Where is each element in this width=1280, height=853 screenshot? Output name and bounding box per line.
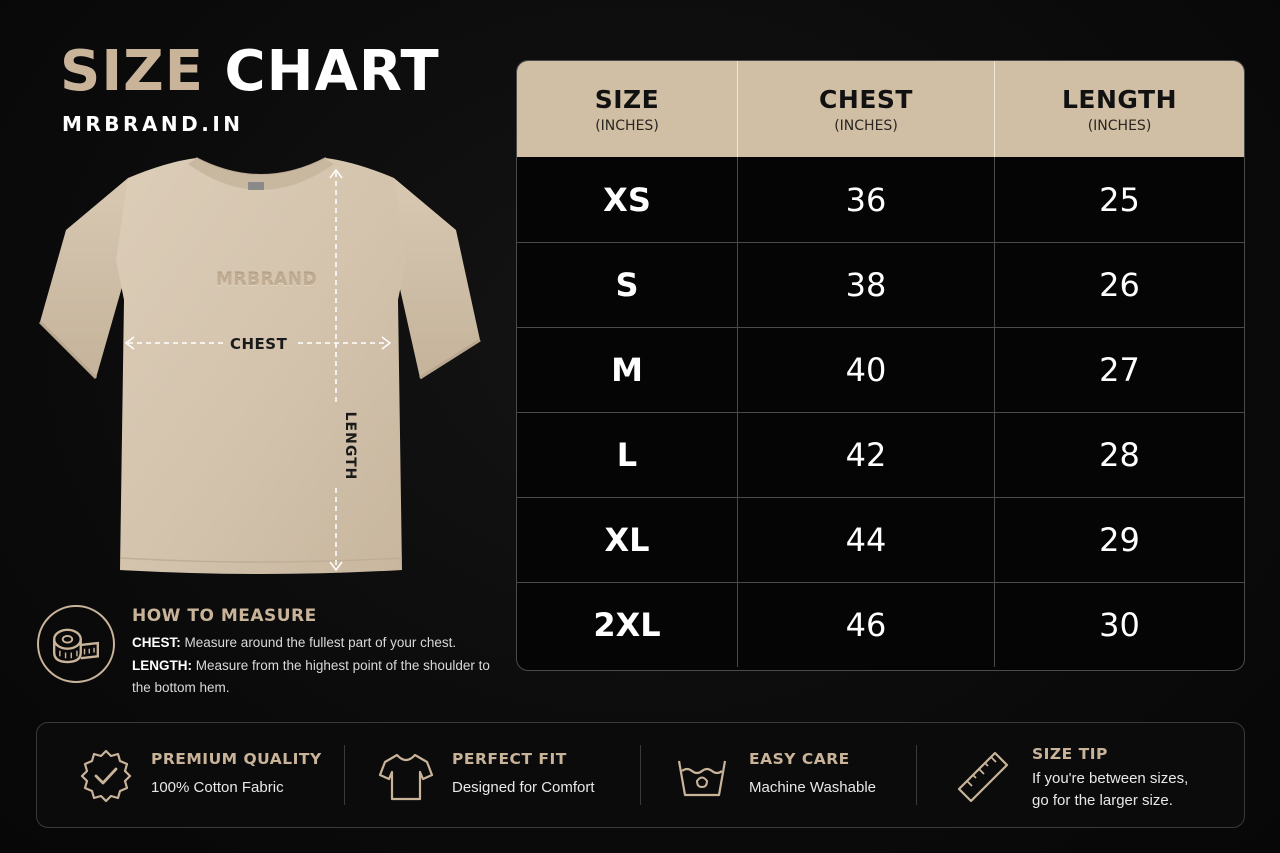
measuring-tape-icon <box>37 605 115 683</box>
tshirt-icon <box>377 747 435 805</box>
features-panel <box>36 722 1245 828</box>
column-unit: (INCHES) <box>834 117 898 134</box>
length-cell: 29 <box>1099 521 1140 559</box>
column-header-chest <box>738 61 995 157</box>
column-header-size <box>517 61 738 157</box>
chest-cell: 42 <box>738 413 995 497</box>
chest-instruction <box>132 632 512 654</box>
chest-cell: 38 <box>738 243 995 327</box>
length-cell: 26 <box>1099 266 1140 304</box>
size-cell: XS <box>517 157 738 242</box>
column-label: LENGTH <box>1062 84 1177 114</box>
feature-subtitle: Machine Washable <box>749 779 877 796</box>
quality-badge-icon <box>77 747 135 805</box>
tshirt-illustration <box>36 150 486 582</box>
chest-instruction-text: Measure around the fullest part of your chest. <box>184 635 457 650</box>
column-label: SIZE <box>594 84 660 114</box>
length-term: LENGTH: <box>132 658 192 673</box>
size-cell: S <box>517 243 738 327</box>
chest-cell: 36 <box>738 157 995 242</box>
chest-measure-label: CHEST <box>230 335 288 353</box>
feature-title: PREMIUM QUALITY <box>151 750 322 768</box>
feature-subtitle-line-2: go for the larger size. <box>1032 792 1173 809</box>
machine-wash-icon <box>673 747 731 805</box>
feature-title: PERFECT FIT <box>452 750 567 768</box>
size-table <box>516 60 1245 671</box>
table-body <box>517 157 1244 667</box>
table-row <box>517 412 1244 497</box>
column-unit: (INCHES) <box>1087 117 1152 134</box>
table-row <box>517 327 1244 412</box>
brand-name: MRBRAND.IN <box>62 112 244 136</box>
feature-easy-care <box>641 723 917 827</box>
length-cell: 28 <box>1099 436 1140 474</box>
column-unit: (INCHES) <box>595 117 659 134</box>
table-row <box>517 242 1244 327</box>
title-word-size: SIZE <box>60 39 205 104</box>
tshirt-print: MRBRAND <box>216 270 318 290</box>
size-cell: XL <box>517 498 738 582</box>
feature-perfect-fit <box>345 723 641 827</box>
length-cell: 30 <box>1099 606 1140 644</box>
length-instruction-text: Measure from the highest point of the shoulder to the bottom hem. <box>132 658 490 695</box>
chest-cell: 40 <box>738 328 995 412</box>
size-cell: 2XL <box>517 583 738 667</box>
ruler-icon <box>953 747 1011 805</box>
feature-subtitle-line-1: If you're between sizes, <box>1032 770 1189 787</box>
length-measure-label: LENGTH <box>342 411 358 481</box>
length-cell: 27 <box>1099 351 1140 389</box>
table-row <box>517 497 1244 582</box>
size-cell: M <box>517 328 738 412</box>
size-cell: L <box>517 413 738 497</box>
title-word-chart: CHART <box>224 39 440 104</box>
column-header-length <box>995 61 1244 157</box>
chest-cell: 46 <box>738 583 995 667</box>
how-to-measure-title: HOW TO MEASURE <box>132 606 317 626</box>
feature-subtitle: Designed for Comfort <box>452 779 595 796</box>
table-row <box>517 582 1244 667</box>
page-title <box>60 39 440 104</box>
column-label: CHEST <box>819 84 913 114</box>
feature-premium-quality <box>37 723 345 827</box>
table-header <box>517 61 1244 157</box>
feature-title: SIZE TIP <box>1032 745 1108 763</box>
feature-title: EASY CARE <box>749 750 850 768</box>
chest-term: CHEST: <box>132 635 181 650</box>
chest-cell: 44 <box>738 498 995 582</box>
length-cell: 25 <box>1099 180 1140 219</box>
table-row <box>517 157 1244 242</box>
length-instruction <box>132 655 512 699</box>
feature-subtitle: 100% Cotton Fabric <box>151 779 284 796</box>
feature-size-tip <box>917 723 1245 827</box>
